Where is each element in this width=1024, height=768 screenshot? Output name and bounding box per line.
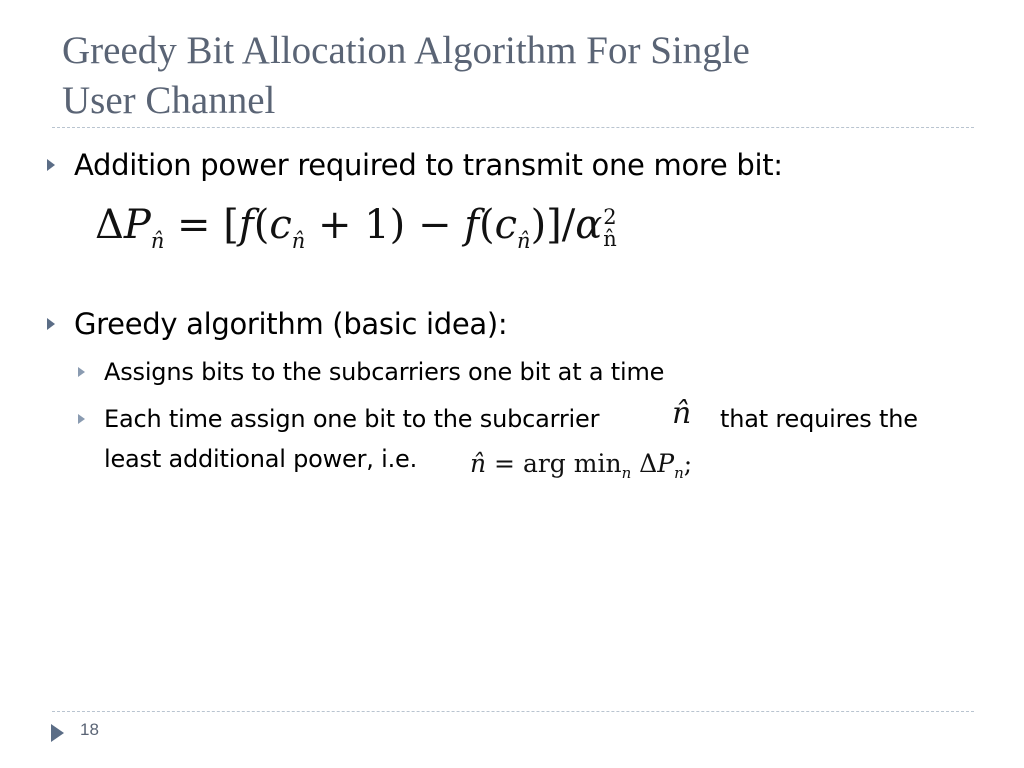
sub-bullet-arrow-icon <box>78 414 85 424</box>
page-number: 18 <box>80 720 99 739</box>
sub-bullet-2-text-after: that requires the <box>720 405 918 433</box>
slide-title-line2: User Channel <box>62 79 276 122</box>
bullet-1-text: Addition power required to transmit one more bit: <box>74 148 783 182</box>
footer-arrow-icon <box>51 724 64 742</box>
slide-title <box>62 26 962 126</box>
equation-argmin: n̂ = arg $\min_n \Delta P_n$; <box>470 449 693 482</box>
title-divider <box>52 127 974 128</box>
footer-divider <box>52 711 974 712</box>
n-hat-symbol: n̂ <box>672 396 692 431</box>
sub-bullet-1-text: Assigns bits to the subcarriers one bit at a time <box>104 358 665 386</box>
sub-bullet-arrow-icon <box>78 367 85 377</box>
bullet-arrow-icon <box>47 159 55 171</box>
sub-bullet-2-text-line2: least additional power, i.e. <box>104 445 418 473</box>
bullet-2-text: Greedy algorithm (basic idea): <box>74 307 508 341</box>
slide-title-line1: Greedy Bit Allocation Algorithm For Single <box>62 29 750 72</box>
bullet-arrow-icon <box>47 318 55 330</box>
equation-delta-power: $\Delta P_{n̂} = [f(c_{n̂} + 1) - f(c_{n̂})]/\alpha$ 2 n̂ <box>95 202 617 253</box>
sub-bullet-2-text-before: Each time assign one bit to the subcarrier <box>104 405 600 433</box>
